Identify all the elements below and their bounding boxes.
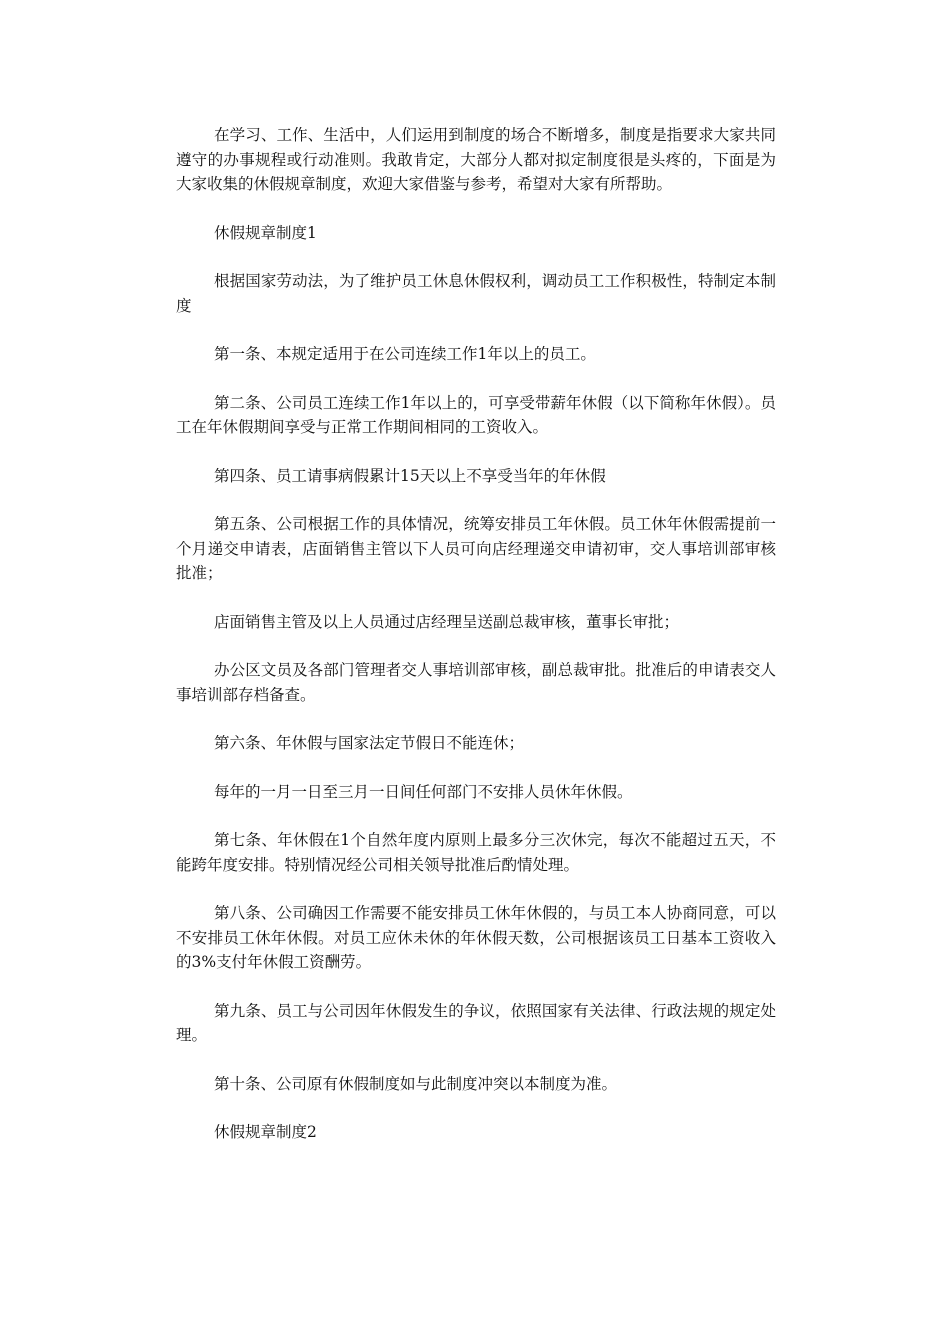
article-10: 第十条、公司原有休假制度如与此制度冲突以本制度为准。 xyxy=(214,1074,618,1093)
article-6-cont: 每年的一月一日至三月一日间任何部门不安排人员休年休假。 xyxy=(214,782,633,801)
article-5-cont-2: 办公区文员及各部门管理者交人事培训部审核，副总裁审批。批准后的申请表交人事培训部存档备查。 xyxy=(176,661,776,704)
article-8: 第八条、公司确因工作需要不能安排员工休年休假的，与员工本人协商同意，可以不安排员工休年休假。对员工应休未休的年休假天数，公司根据该员工日基本工资收入的3%支付年休假工资酬劳。 xyxy=(176,904,776,971)
article-1: 第一条、本规定适用于在公司连续工作1年以上的员工。 xyxy=(214,345,596,363)
article-2: 第二条、公司员工连续工作1年以上的，可享受带薪年休假（以下简称年休假）。员工在年休假期间享受与正常工作期间相同的工资收入。 xyxy=(176,393,776,436)
article-5-cont-1: 店面销售主管及以上人员通过店经理呈送副总裁审核，董事长审批； xyxy=(214,612,680,631)
article-9: 第九条、员工与公司因年休假发生的争议，依照国家有关法律、行政法规的规定处理。 xyxy=(176,1001,776,1044)
article-6: 第六条、年休假与国家法定节假日不能连休； xyxy=(214,734,525,752)
section-heading-1: 休假规章制度1 xyxy=(214,223,317,242)
article-7: 第七条、年休假在1个自然年度内原则上最多分三次休完，每次不能超过五天，不能跨年度安排。特别情况经公司相关领导批准后酌情处理。 xyxy=(176,831,776,874)
article-5: 第五条、公司根据工作的具体情况，统筹安排员工年休假。员工休年休假需提前一个月递交申请表，店面销售主管以下人员可向店经理递交申请初审，交人事培训部审核批准； xyxy=(176,515,776,582)
article-4: 第四条、员工请事病假累计15天以上不享受当年的年休假 xyxy=(214,466,606,485)
section-heading-2: 休假规章制度2 xyxy=(214,1123,317,1141)
intro-paragraph: 在学习、工作、生活中，人们运用到制度的场合不断增多，制度是指要求大家共同遵守的办事规程或行动准则。我敢肯定，大部分人都对拟定制度很是头疼的，下面是为大家收集的休假规章制度，欢迎大家借鉴与参考，希望对大家有所帮助。 xyxy=(176,126,776,193)
document-body xyxy=(176,123,776,1169)
preamble-paragraph: 根据国家劳动法，为了维护员工休息休假权利，调动员工工作积极性，特制定本制度 xyxy=(176,272,776,315)
